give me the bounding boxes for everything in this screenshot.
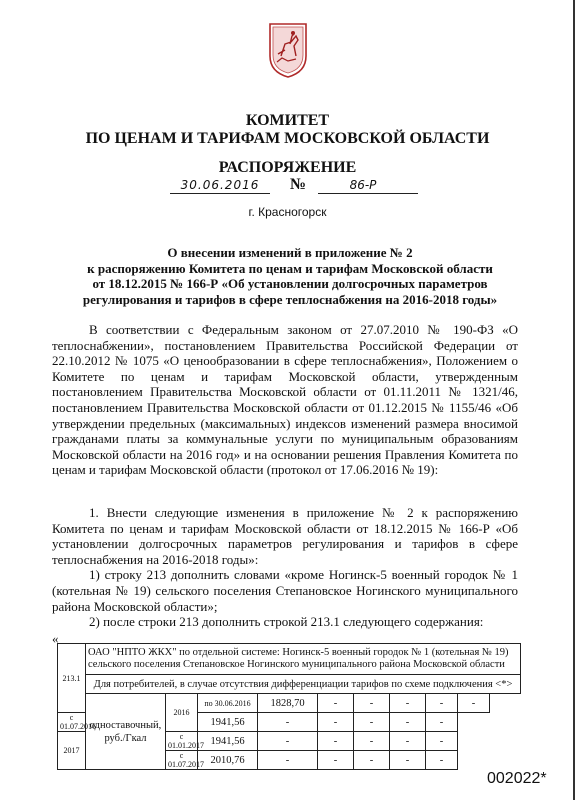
dash-cell: -: [426, 713, 458, 732]
table-row: [58, 675, 521, 694]
document-number: 86-Р: [349, 178, 377, 192]
page-stamp-number: 002022*: [487, 770, 547, 787]
dash-cell: -: [426, 694, 458, 713]
dash-cell: -: [390, 732, 426, 751]
year-2017-cell: 2017: [58, 732, 86, 770]
organization-cell: ОАО "НПТО ЖКХ" по отдельной системе: Ногинск-5 военный городок № 1 (котельная № 19) сельского поселения Степановское Ногинского муниципального района Московской области: [86, 644, 521, 675]
subject-line2: к распоряжению Комитета по ценам и тарифам Московской области: [87, 260, 493, 276]
period-label: с 01.07.2016: [58, 713, 86, 732]
preamble-text: В соответствии с Федеральным законом от 27.07.2010 № 190-ФЗ «О теплоснабжении», постановлением Правительства Российской Федерации от 22.10.2012 № 1075 «О ценообразовании в сфере теплоснабжения», Положением о Комитете по ценам и тарифам Московской области, утвержденным постановлением Правительства Московской области от 01.11.2011 № 1321/46, постановлением Правительства Московской области от 01.12.2015 № 1155/46 «Об утверждении предельных (максимальных) индексов изменений размера вносимой гражданами платы за коммунальные услуги по муниципальным образованиям Московской области на 2016 год» и на основании решения Правления Комитета по ценам и тарифам Московской области (протокол от 17.06.2016 № 19):: [52, 322, 518, 478]
year-2016-cell: 2016: [166, 694, 198, 732]
tariff-value: 2010,76: [198, 751, 258, 770]
item-1-subitem-1: 1) строку 213 дополнить словами «кроме Ногинск-5 военный городок № 1 (котельная № 19) сельского поселения Степановское Ногинского муниципального района Московской области»;: [52, 567, 518, 614]
period-label: с 01.07.2017: [166, 751, 198, 770]
dash-cell: -: [318, 713, 354, 732]
item-1-subitem-2: 2) после строки 213 дополнить строкой 213.1 следующего содержания:: [89, 614, 484, 630]
dash-cell: -: [258, 732, 318, 751]
table-row: [58, 694, 521, 713]
org-name-line1: КОМИТЕТ: [245, 112, 330, 129]
tariff-value: 1828,70: [258, 694, 318, 713]
org-name-line2: ПО ЦЕНАМ И ТАРИФАМ МОСКОВСКОЙ ОБЛАСТИ: [85, 130, 490, 147]
dash-cell: -: [318, 751, 354, 770]
dash-cell: -: [354, 713, 390, 732]
period-label: по 30.06.2016: [198, 694, 258, 713]
dash-cell: -: [258, 751, 318, 770]
city: г. Красногорск: [248, 205, 327, 219]
document-subject: [60, 245, 520, 307]
document-date: 30.06.2016: [180, 178, 260, 192]
item-1: 1. Внести следующие изменения в приложение № 2 к распоряжению Комитета по ценам и тарифам Московской области от 18.12.2015 № 166-Р «Об установлении долгосрочных параметров регулирования и тарифов в сфере теплоснабжения на 2016-2018 годы»:: [52, 505, 518, 567]
tariff-value: 1941,56: [198, 732, 258, 751]
dash-cell: -: [390, 751, 426, 770]
period-label: с 01.01.2017: [166, 732, 198, 751]
subject-line1: О внесении изменений в приложение № 2: [167, 245, 413, 260]
row-number: 213.1: [58, 644, 86, 713]
consumers-cell: Для потребителей, в случае отсутствия дифференциации тарифов по схеме подключения <*>: [86, 675, 521, 694]
dash-cell: -: [354, 732, 390, 751]
resolution-items: [52, 505, 518, 630]
dash-cell: -: [426, 751, 458, 770]
dash-cell: -: [390, 694, 426, 713]
dash-cell: -: [390, 713, 426, 732]
number-underline: [318, 193, 418, 194]
subject-line4: регулирования и тарифов в сфере теплоснабжения на 2016-2018 годы»: [82, 291, 498, 307]
opening-quote: «: [52, 631, 59, 646]
subject-line3: от 18.12.2015 № 166-Р «Об установлении долгосрочных параметров: [92, 276, 488, 291]
tariff-type-cell: одноставочный, руб./Гкал: [86, 694, 166, 770]
preamble-paragraph: [52, 322, 518, 478]
dash-cell: -: [318, 732, 354, 751]
table-row: [58, 644, 521, 675]
date-underline: [170, 193, 270, 194]
dash-cell: -: [354, 694, 390, 713]
document-type: РАСПОРЯЖЕНИЕ: [218, 159, 357, 176]
dash-cell: -: [426, 732, 458, 751]
tariff-value: 1941,56: [198, 713, 258, 732]
dash-cell: -: [318, 694, 354, 713]
dash-cell: -: [458, 694, 490, 713]
dash-cell: -: [258, 713, 318, 732]
moscow-oblast-coat-of-arms-icon: [268, 22, 308, 78]
tariff-table: [57, 643, 521, 770]
dash-cell: -: [354, 751, 390, 770]
number-sign: №: [290, 176, 307, 193]
